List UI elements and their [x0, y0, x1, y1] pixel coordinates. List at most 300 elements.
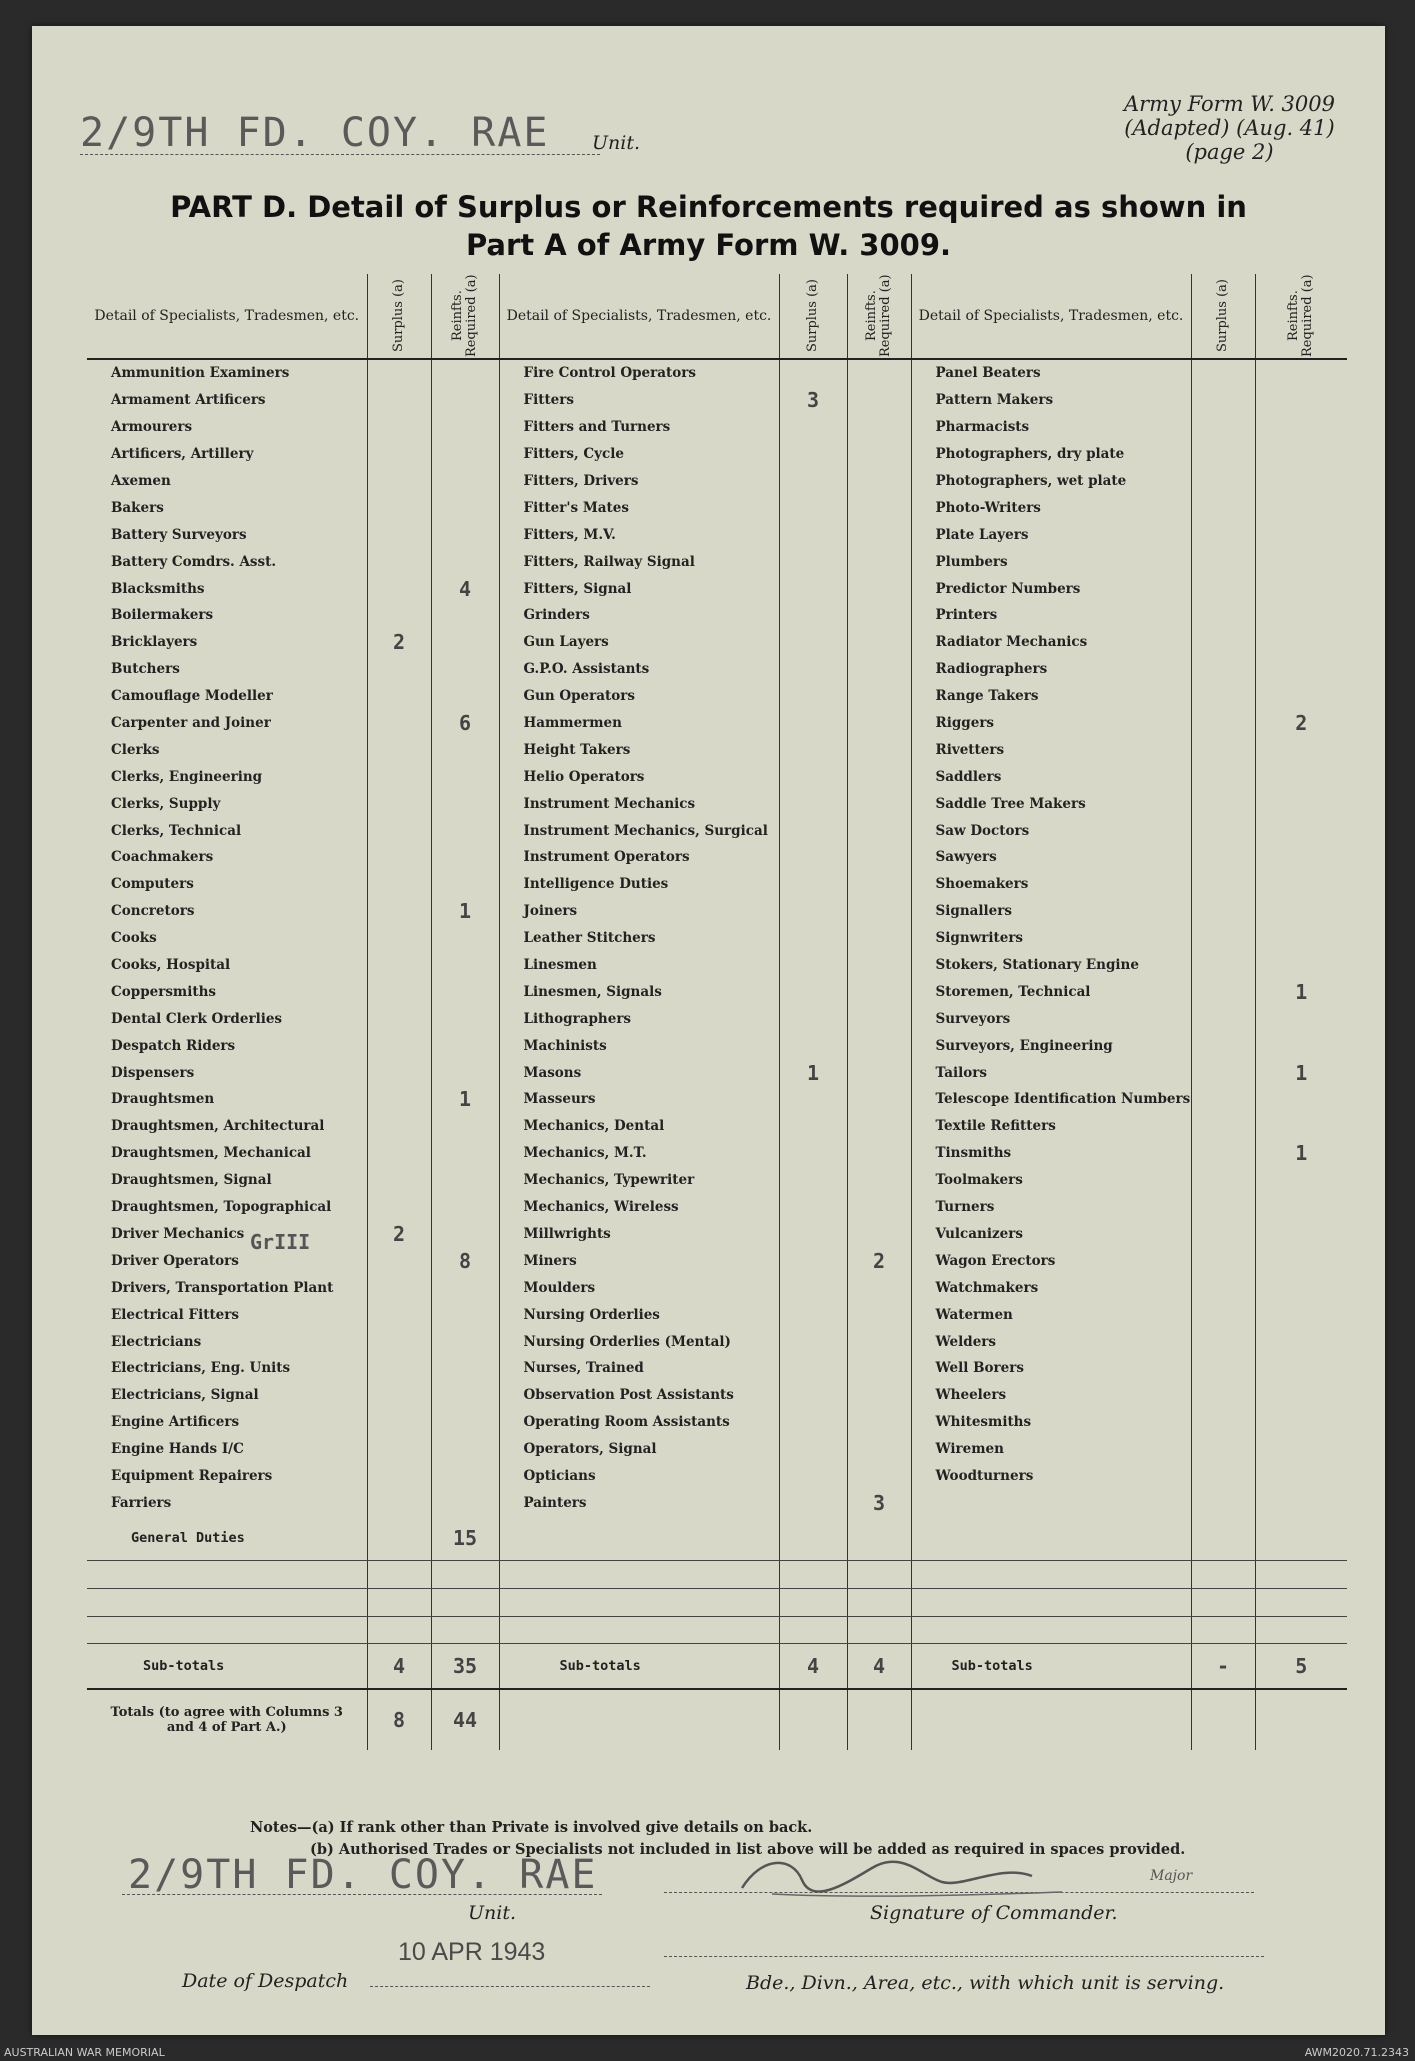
cell-required-2	[847, 817, 911, 844]
cell-surplus-1	[367, 521, 431, 548]
blank-row	[87, 1560, 1347, 1588]
cell-detail-1: Engine Artificers	[111, 1414, 240, 1431]
cell-surplus-1	[367, 1301, 431, 1328]
cell-surplus-3	[1191, 1436, 1255, 1463]
cell-required-1	[431, 736, 499, 763]
cell-required-1	[431, 1436, 499, 1463]
unit-stamp-bottom: 2/9TH FD. COY. RAE	[128, 1852, 598, 1898]
table-row	[87, 1005, 1347, 1032]
cell-surplus-3	[1191, 602, 1255, 629]
cell-surplus-1	[367, 763, 431, 790]
cell-required-3	[1255, 359, 1347, 387]
cell-detail-2: Nurses, Trained	[499, 1355, 779, 1382]
cell-surplus-2	[779, 1355, 847, 1382]
cell-required-2	[847, 1301, 911, 1328]
cell-required-3	[1255, 1301, 1347, 1328]
cell-detail-1: Armourers	[111, 419, 193, 436]
table-body	[87, 359, 1347, 1516]
date-value: 10 APR 1943	[398, 1938, 546, 1966]
cell-detail-2: Masseurs	[499, 1086, 779, 1113]
cell-surplus-1	[367, 1382, 431, 1409]
signature-rank: Major	[1150, 1868, 1193, 1884]
cell-detail-3: Printers	[911, 602, 1191, 629]
cell-surplus-2	[779, 898, 847, 925]
table-row	[87, 710, 1347, 737]
cell-surplus-3	[1191, 575, 1255, 602]
form-ref-line-2: (Adapted) (Aug. 41)	[1124, 116, 1335, 140]
cell-required-3	[1255, 1221, 1347, 1248]
cell-surplus-3	[1191, 1005, 1255, 1032]
table-row	[87, 1328, 1347, 1355]
cell-detail-1: Driver Operators	[111, 1252, 239, 1269]
cell-surplus-3	[1191, 817, 1255, 844]
cell-required-1	[431, 548, 499, 575]
cell-surplus-1	[367, 387, 431, 414]
cell-detail-2: Fitters, Signal	[499, 575, 779, 602]
cell-required-3: 2	[1255, 710, 1347, 737]
cell-detail-3	[911, 1489, 1191, 1516]
grade-note: GrIII	[250, 1230, 311, 1254]
cell-required-2	[847, 898, 911, 925]
cell-surplus-1: 2	[367, 629, 431, 656]
cell-detail-3: Well Borers	[911, 1355, 1191, 1382]
cell-required-1	[431, 1355, 499, 1382]
cell-required-1	[431, 602, 499, 629]
cell-surplus-1	[367, 1489, 431, 1516]
cell-detail-1: Despatch Riders	[111, 1037, 236, 1054]
cell-surplus-2	[779, 359, 847, 387]
cell-required-3	[1255, 1355, 1347, 1382]
cell-detail-2: Instrument Mechanics, Surgical	[499, 817, 779, 844]
credit-right: AWM2020.71.2343	[1304, 2046, 1409, 2059]
cell-surplus-1	[367, 1167, 431, 1194]
cell-detail-3: Stokers, Stationary Engine	[911, 952, 1191, 979]
cell-surplus-1	[367, 1247, 431, 1274]
cell-detail-3: Wiremen	[911, 1436, 1191, 1463]
cell-detail-2: Millwrights	[499, 1221, 779, 1248]
cell-required-2	[847, 468, 911, 495]
cell-surplus-3	[1191, 898, 1255, 925]
cell-surplus-1	[367, 871, 431, 898]
cell-detail-2: Fitters, Railway Signal	[499, 548, 779, 575]
credit-left: AUSTRALIAN WAR MEMORIAL	[4, 2046, 165, 2059]
cell-surplus-3	[1191, 978, 1255, 1005]
cell-detail-3: Vulcanizers	[911, 1221, 1191, 1248]
subtotals-row	[87, 1644, 1347, 1690]
cell-required-2	[847, 978, 911, 1005]
cell-required-1	[431, 1463, 499, 1490]
cell-detail-2: Grinders	[499, 602, 779, 629]
cell-required-1: 1	[431, 1086, 499, 1113]
cell-detail-1: Electricians, Eng. Units	[111, 1360, 291, 1377]
cell-detail-3: Watermen	[911, 1301, 1191, 1328]
cell-detail-1: Cooks	[111, 930, 157, 947]
cell-surplus-1	[367, 548, 431, 575]
cell-required-3	[1255, 1167, 1347, 1194]
cell-detail-1: Draughtsmen, Architectural	[111, 1118, 325, 1135]
cell-surplus-1	[367, 790, 431, 817]
cell-detail-1: Concretors	[111, 903, 195, 920]
cell-surplus-2	[779, 1328, 847, 1355]
cell-detail-2: Moulders	[499, 1274, 779, 1301]
table-row	[87, 1301, 1347, 1328]
cell-detail-3: Predictor Numbers	[911, 575, 1191, 602]
cell-required-1: 8	[431, 1247, 499, 1274]
unit-label-top: Unit.	[592, 132, 641, 154]
blank-row	[87, 1588, 1347, 1616]
cell-required-1	[431, 441, 499, 468]
totals-row	[87, 1689, 1347, 1750]
table-row	[87, 871, 1347, 898]
cell-required-3	[1255, 871, 1347, 898]
cell-required-1	[431, 1167, 499, 1194]
cell-detail-2: Painters	[499, 1489, 779, 1516]
cell-required-2	[847, 1113, 911, 1140]
cell-detail-3: Tinsmiths	[911, 1140, 1191, 1167]
cell-required-2	[847, 629, 911, 656]
subtotals-label-3: Sub-totals	[911, 1644, 1191, 1690]
cell-detail-1: Engine Hands I/C	[111, 1441, 244, 1458]
cell-surplus-2	[779, 1274, 847, 1301]
cell-surplus-1	[367, 1436, 431, 1463]
cell-detail-2: Operators, Signal	[499, 1436, 779, 1463]
cell-required-1	[431, 1032, 499, 1059]
cell-surplus-1	[367, 656, 431, 683]
cell-required-3	[1255, 468, 1347, 495]
cell-surplus-2	[779, 952, 847, 979]
cell-surplus-3	[1191, 521, 1255, 548]
cell-detail-1: Computers	[111, 876, 194, 893]
cell-required-1	[431, 1489, 499, 1516]
cell-detail-2: Instrument Operators	[499, 844, 779, 871]
cell-surplus-3	[1191, 1463, 1255, 1490]
table-row	[87, 359, 1347, 387]
cell-detail-2: Fitters, Cycle	[499, 441, 779, 468]
cell-required-1	[431, 1113, 499, 1140]
cell-required-1	[431, 1382, 499, 1409]
note-a: Notes—(a) If rank other than Private is involved give details on back.	[250, 1819, 813, 1836]
cell-surplus-1	[367, 441, 431, 468]
table-row	[87, 790, 1347, 817]
cell-detail-1: Clerks, Supply	[111, 795, 221, 812]
cell-detail-2: Mechanics, Dental	[499, 1113, 779, 1140]
table-row	[87, 1355, 1347, 1382]
cell-detail-1: Bakers	[111, 499, 164, 516]
cell-surplus-1	[367, 1005, 431, 1032]
cell-detail-1: Blacksmiths	[111, 580, 205, 597]
form-ref-line-1: Army Form W. 3009	[1123, 92, 1335, 116]
cell-surplus-1	[367, 602, 431, 629]
cell-surplus-2	[779, 790, 847, 817]
cell-detail-3: Turners	[911, 1194, 1191, 1221]
cell-detail-3: Woodturners	[911, 1463, 1191, 1490]
cell-required-1	[431, 817, 499, 844]
cell-surplus-3	[1191, 844, 1255, 871]
cell-detail-2: Operating Room Assistants	[499, 1409, 779, 1436]
cell-surplus-2	[779, 1005, 847, 1032]
cell-required-3	[1255, 441, 1347, 468]
cell-detail-2: Nursing Orderlies	[499, 1301, 779, 1328]
cell-detail-2: Height Takers	[499, 736, 779, 763]
cell-surplus-1	[367, 1463, 431, 1490]
table-row	[87, 575, 1347, 602]
cell-surplus-1	[367, 817, 431, 844]
cell-detail-3: Panel Beaters	[911, 359, 1191, 387]
cell-surplus-3	[1191, 1221, 1255, 1248]
cell-detail-2: Fitters	[499, 387, 779, 414]
cell-required-3	[1255, 844, 1347, 871]
table-row	[87, 763, 1347, 790]
cell-detail-1: Ammunition Examiners	[111, 365, 290, 382]
cell-surplus-1	[367, 710, 431, 737]
form-reference	[1124, 92, 1335, 164]
cell-detail-1: Equipment Repairers	[111, 1467, 273, 1484]
cell-surplus-3	[1191, 1247, 1255, 1274]
cell-surplus-3	[1191, 710, 1255, 737]
col-surplus-2: Surplus (a)	[805, 279, 820, 353]
cell-detail-3: Shoemakers	[911, 871, 1191, 898]
cell-detail-3: Sawyers	[911, 844, 1191, 871]
unit-stamp-top: 2/9TH FD. COY. RAE	[80, 110, 550, 156]
cell-surplus-2	[779, 1409, 847, 1436]
cell-surplus-2	[779, 1382, 847, 1409]
cell-required-3	[1255, 494, 1347, 521]
cell-surplus-1	[367, 359, 431, 387]
cell-surplus-1	[367, 683, 431, 710]
cell-detail-3: Whitesmiths	[911, 1409, 1191, 1436]
cell-required-2	[847, 387, 911, 414]
cell-detail-1: Electrical Fitters	[111, 1306, 239, 1323]
table-header-row	[87, 274, 1347, 359]
cell-detail-1: Drivers, Transportation Plant	[111, 1279, 334, 1296]
cell-detail-3: Welders	[911, 1328, 1191, 1355]
cell-required-2	[847, 1086, 911, 1113]
cell-detail-3: Telescope Identification Numbers	[911, 1086, 1191, 1113]
cell-surplus-1	[367, 1409, 431, 1436]
table-row	[87, 387, 1347, 414]
cell-required-2	[847, 1328, 911, 1355]
cell-required-2	[847, 414, 911, 441]
cell-surplus-2	[779, 844, 847, 871]
subtotal-surplus-2: 4	[779, 1644, 847, 1690]
cell-surplus-1	[367, 978, 431, 1005]
cell-surplus-3	[1191, 1301, 1255, 1328]
cell-surplus-3	[1191, 494, 1255, 521]
general-duties-required: 15	[431, 1516, 499, 1560]
specialists-table	[87, 274, 1347, 1750]
cell-required-2: 2	[847, 1247, 911, 1274]
cell-surplus-2	[779, 575, 847, 602]
table-row	[87, 494, 1347, 521]
cell-required-1	[431, 1328, 499, 1355]
cell-surplus-1	[367, 468, 431, 495]
cell-surplus-1	[367, 1086, 431, 1113]
cell-surplus-3	[1191, 548, 1255, 575]
cell-detail-2: Instrument Mechanics	[499, 790, 779, 817]
cell-required-1	[431, 1301, 499, 1328]
cell-detail-1: Battery Surveyors	[111, 526, 247, 543]
cell-surplus-1	[367, 952, 431, 979]
table-row	[87, 952, 1347, 979]
cell-required-2	[847, 1436, 911, 1463]
cell-detail-1: Axemen	[111, 473, 171, 489]
cell-surplus-2	[779, 1221, 847, 1248]
note-b: (b) Authorised Trades or Specialists not included in list above will be added as required in spaces provided.	[310, 1841, 1186, 1858]
cell-required-1	[431, 468, 499, 495]
cell-required-2	[847, 575, 911, 602]
subtotal-required-1: 35	[431, 1644, 499, 1690]
cell-required-1	[431, 763, 499, 790]
cell-detail-3: Photographers, dry plate	[911, 441, 1191, 468]
cell-surplus-3	[1191, 925, 1255, 952]
cell-detail-3: Saw Doctors	[911, 817, 1191, 844]
cell-surplus-2: 3	[779, 387, 847, 414]
cell-surplus-3	[1191, 1274, 1255, 1301]
cell-detail-2: Hammermen	[499, 710, 779, 737]
cell-surplus-3	[1191, 1032, 1255, 1059]
cell-surplus-2	[779, 763, 847, 790]
cell-required-1	[431, 1059, 499, 1086]
table-row	[87, 1086, 1347, 1113]
cell-detail-1: Coachmakers	[111, 849, 214, 866]
cell-detail-3: Surveyors	[911, 1005, 1191, 1032]
table-row	[87, 817, 1347, 844]
table-row	[87, 656, 1347, 683]
cell-required-1	[431, 1194, 499, 1221]
cell-detail-1: Draughtsmen	[111, 1091, 215, 1108]
cell-required-3	[1255, 1032, 1347, 1059]
cell-required-2	[847, 521, 911, 548]
cell-required-3	[1255, 1382, 1347, 1409]
cell-surplus-1	[367, 1328, 431, 1355]
cell-required-3	[1255, 1463, 1347, 1490]
cell-detail-2: Opticians	[499, 1463, 779, 1490]
cell-detail-3: Watchmakers	[911, 1274, 1191, 1301]
cell-required-2	[847, 1221, 911, 1248]
table-row	[87, 1489, 1347, 1516]
cell-required-2	[847, 925, 911, 952]
general-duties-label: General Duties	[87, 1516, 367, 1560]
cell-required-1	[431, 521, 499, 548]
cell-detail-2: Fitters, Drivers	[499, 468, 779, 495]
date-line	[370, 1986, 650, 1987]
cell-surplus-1	[367, 575, 431, 602]
cell-required-3: 1	[1255, 978, 1347, 1005]
cell-surplus-3	[1191, 1167, 1255, 1194]
form-title-line-2: Part A of Army Form W. 3009.	[465, 228, 952, 262]
table-row	[87, 1167, 1347, 1194]
cell-required-2	[847, 1409, 911, 1436]
cell-surplus-1	[367, 1140, 431, 1167]
cell-required-2	[847, 1059, 911, 1086]
table-row	[87, 736, 1347, 763]
cell-surplus-3	[1191, 1382, 1255, 1409]
cell-detail-1: Battery Comdrs. Asst.	[111, 553, 277, 570]
cell-surplus-2	[779, 1194, 847, 1221]
cell-required-1: 4	[431, 575, 499, 602]
cell-surplus-2	[779, 817, 847, 844]
cell-surplus-1	[367, 844, 431, 871]
cell-detail-1: Draughtsmen, Signal	[111, 1172, 272, 1189]
cell-required-1	[431, 925, 499, 952]
subtotal-required-3: 5	[1255, 1644, 1347, 1690]
cell-surplus-2	[779, 925, 847, 952]
cell-required-2	[847, 441, 911, 468]
table-row	[87, 1436, 1347, 1463]
cell-surplus-3	[1191, 683, 1255, 710]
cell-surplus-3	[1191, 468, 1255, 495]
cell-surplus-1	[367, 1355, 431, 1382]
cell-detail-2: Fitters and Turners	[499, 414, 779, 441]
cell-detail-2: Miners	[499, 1247, 779, 1274]
unit-label-bottom: Unit.	[468, 1902, 517, 1924]
cell-required-2	[847, 494, 911, 521]
form-page	[32, 26, 1385, 2035]
cell-detail-1: Clerks, Technical	[111, 822, 242, 839]
cell-required-3	[1255, 521, 1347, 548]
cell-detail-3: Saddlers	[911, 763, 1191, 790]
cell-detail-3: Radiographers	[911, 656, 1191, 683]
cell-surplus-2: 1	[779, 1059, 847, 1086]
cell-required-1	[431, 952, 499, 979]
col-detail-1: Detail of Specialists, Tradesmen, etc.	[87, 274, 367, 359]
cell-surplus-2	[779, 521, 847, 548]
table-row	[87, 1382, 1347, 1409]
cell-detail-3: Signwriters	[911, 925, 1191, 952]
cell-required-3	[1255, 629, 1347, 656]
table-row	[87, 1032, 1347, 1059]
cell-required-1: 1	[431, 898, 499, 925]
cell-surplus-1	[367, 736, 431, 763]
cell-required-3	[1255, 1436, 1347, 1463]
cell-detail-3: Photo-Writers	[911, 494, 1191, 521]
cell-required-3	[1255, 683, 1347, 710]
cell-required-3	[1255, 602, 1347, 629]
cell-detail-3: Radiator Mechanics	[911, 629, 1191, 656]
cell-surplus-2	[779, 1167, 847, 1194]
cell-required-1	[431, 414, 499, 441]
cell-detail-2: Intelligence Duties	[499, 871, 779, 898]
general-duties-row	[87, 1516, 1347, 1560]
table-row	[87, 978, 1347, 1005]
cell-detail-1: Electricians	[111, 1333, 202, 1350]
cell-surplus-3	[1191, 387, 1255, 414]
cell-detail-3: Pharmacists	[911, 414, 1191, 441]
cell-required-2	[847, 1463, 911, 1490]
cell-surplus-2	[779, 548, 847, 575]
cell-surplus-3	[1191, 871, 1255, 898]
cell-surplus-2	[779, 871, 847, 898]
cell-required-2	[847, 1382, 911, 1409]
unit-line-top	[80, 154, 600, 155]
cell-surplus-2	[779, 656, 847, 683]
subtotals-label-1: Sub-totals	[87, 1644, 367, 1690]
cell-required-3: 1	[1255, 1140, 1347, 1167]
cell-required-1	[431, 656, 499, 683]
blank-row	[87, 1616, 1347, 1644]
cell-detail-1: Clerks	[111, 741, 160, 758]
cell-required-2	[847, 1167, 911, 1194]
cell-surplus-1	[367, 1032, 431, 1059]
cell-required-2	[847, 1005, 911, 1032]
cell-detail-3: Photographers, wet plate	[911, 468, 1191, 495]
cell-required-2	[847, 1355, 911, 1382]
cell-required-1	[431, 1409, 499, 1436]
cell-required-2	[847, 683, 911, 710]
cell-surplus-1	[367, 1113, 431, 1140]
cell-surplus-3	[1191, 441, 1255, 468]
cell-surplus-2	[779, 1247, 847, 1274]
